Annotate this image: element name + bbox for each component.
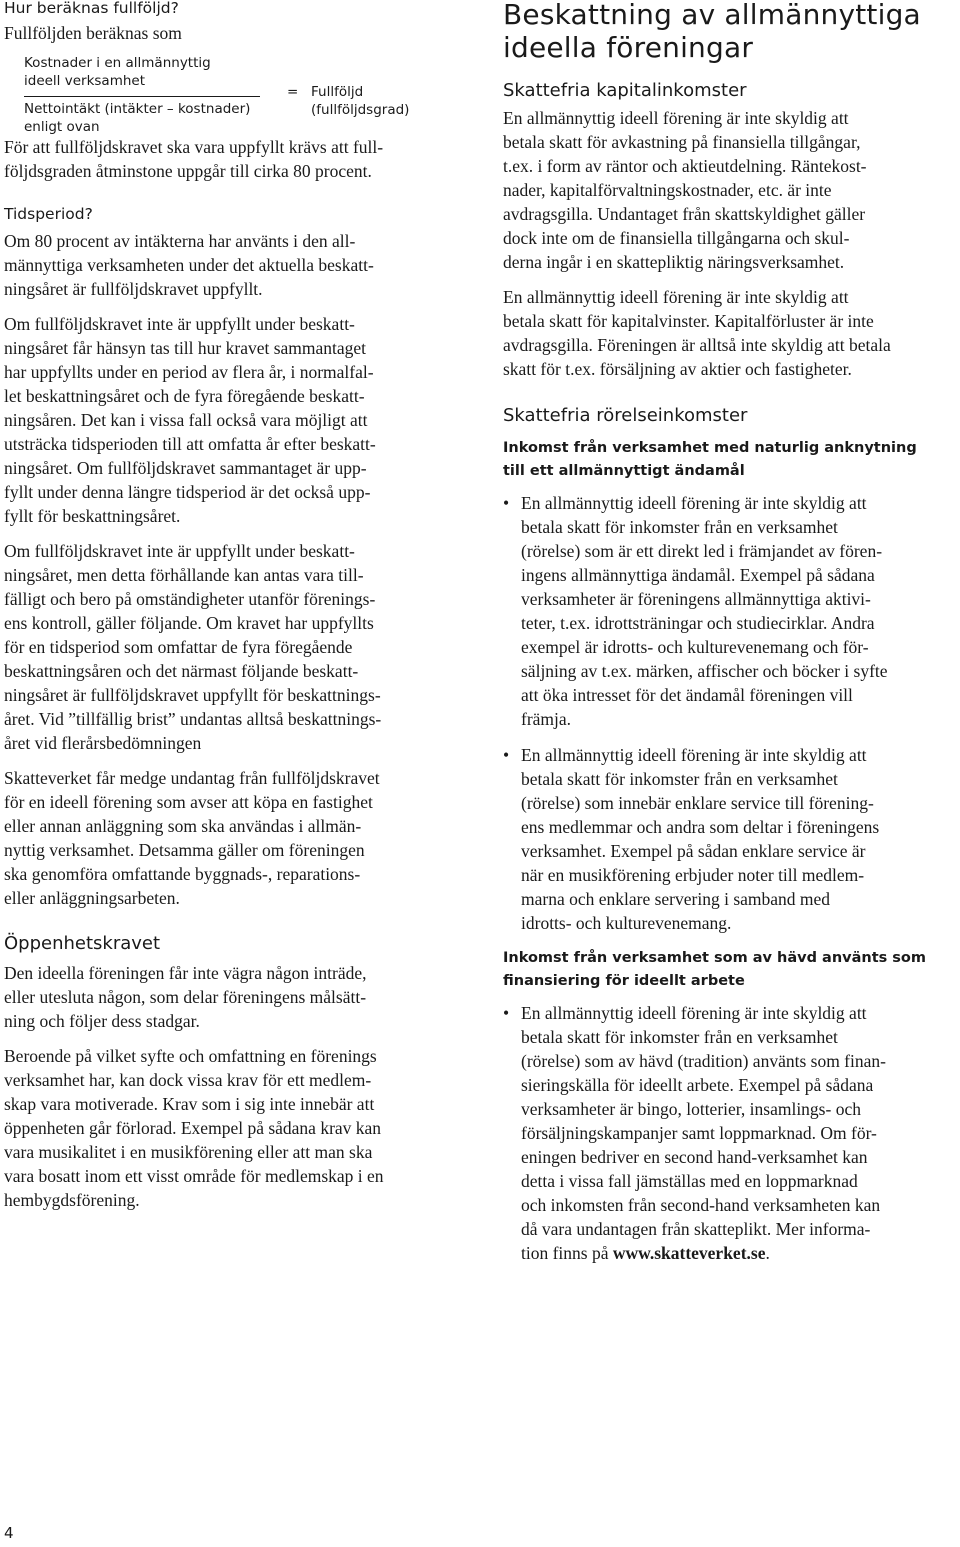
list-item-text-body: En allmännyttig ideell förening är inte skyldig att betala skatt för inkomster från en verksamhet (rörelse) som av hävd (tradition) använts som finan- sieringskälla för ideellt arbete. Exempel på sådana verksamheter är bingo, lotterier, insamlings- och försäljningskampanjer samt loppmarknad. Om för- eningen bedriver en second hand-verksamhet kan detta i vissa fall jämställas med en loppmarknad och inkomsten från second-hand verksamheten kan då vara undantagen från skatteplikt. Mer informa- tion finns på — [521, 1003, 886, 1263]
kapital-paragraph-2: En allmännyttig ideell förening är inte skyldig att betala skatt för kapitalvinster. Kapitalförluster är inte avdragsgilla. Föreningen är alltså inte skyldig att betala skatt för t.ex. försäljning av aktier och fastigheter. — [503, 287, 891, 379]
heading-fullfoljd: Hur beräknas fullföljd? — [4, 0, 179, 17]
formula-numerator: Kostnader i en allmännyttig ideell verksamhet — [24, 55, 211, 89]
left-column — [4, 0, 462, 1212]
heading-skattefria-rorelseinkomster: Skattefria rörelseinkomster — [503, 405, 748, 426]
tidsperiod-paragraph-3: Om fullföljdskravet inte är uppfyllt under beskatt- ningsåret, men detta förhållande kan antas vara till- fälligt och bero på omständigheter utanför förenings- ens kontroll, gäller följande. Om kravet har uppfyllts för en tidsperiod som omfattar de fyra föregående beskattningsåren och det närmast följande beskatt- ningsåret är fullföljdskravet uppfyllt för beskattnings- året. Vid ”tillfällig brist” undantas alltså beskattnings- året vid flerårsbedömningen — [4, 541, 382, 753]
skatteverket-link[interactable]: www.skatteverket.se — [612, 1243, 766, 1263]
list-item-text: En allmännyttig ideell förening är inte skyldig att betala skatt för inkomster från en verksamhet (rörelse) som innebär enklare service till förening- ens medlemmar och andra som deltar i föreningens verksamhet. Exempel på sådan enklare service är när en musikförening erbjuder noter till medlem- marna och enklare servering i samband med idrotts- och kulturevenemang. — [521, 745, 880, 933]
formula-denominator: Nettointäkt (intäkter – kostnader) enligt ovan — [24, 101, 251, 135]
list-item — [503, 1001, 958, 1265]
list-item-text-end: . — [765, 1243, 770, 1263]
tidsperiod-paragraph-2: Om fullföljdskravet inte är uppfyllt under beskatt- ningsåret får hänsyn tas till hur kravet sammantaget har uppfyllts under en period av flera år, i normalfal- let beskattningsåret och de fyra föregående beskatt- ningsåren. Det kan i vissa fall också vara möjligt att utsträcka tidsperioden till att omfatta år efter beskatt- ningsåret. Om fullföljdskravet sammantaget är upp- fyllt under denna längre tidsperiod är det också upp- fyllt för beskattningsåret. — [4, 314, 376, 526]
formula-result: Fullföljd (fullföljdsgrad) — [311, 84, 410, 118]
fullfoljd-krav-text: För att fullföljdskravet ska vara uppfyllt krävs att full- följdsgraden åtminstone uppgår till cirka 80 procent. — [4, 137, 384, 181]
bullet-icon: • — [503, 1003, 510, 1023]
tidsperiod-paragraph-1: Om 80 procent av intäkterna har använts i den all- männyttiga verksamheten under det aktuella beskatt- ningsåret är fullföljdskravet uppfyllt. — [4, 231, 374, 299]
list-item — [503, 491, 958, 731]
oppenhet-paragraph-2: Beroende på vilket syfte och omfattning en förenings verksamhet har, kan dock vissa krav för ett medlem- skap vara motiverade. Krav som i sig inte innebär att öppenheten går förlorad. Exempel på sådana krav kan vara musikalitet i en musikförening eller att man ska vara bosatt inom ett visst område för medlemskap i en hembygdsförening. — [4, 1046, 384, 1210]
subheading-havd: Inkomst från verksamhet som av hävd använts som finansiering för ideellt arbete — [503, 950, 927, 989]
oppenhet-paragraph-1: Den ideella föreningen får inte vägra någon inträde, eller utesluta någon, som delar föreningens målsätt- ning och följer dess stadgar. — [4, 963, 367, 1031]
bullet-icon: • — [503, 493, 510, 513]
bullet-list-naturlig-anknytning — [503, 491, 958, 935]
list-item-text — [521, 1001, 958, 1265]
bullet-icon: • — [503, 745, 510, 765]
heading-oppenhetskravet: Öppenhetskravet — [4, 933, 161, 954]
kapital-paragraph-1: En allmännyttig ideell förening är inte skyldig att betala skatt för avkastning på finansiella tillgångar, t.ex. i form av räntor och aktieutdelning. Räntekost- nader, kapitalförvaltningskostnader, etc. är inte avdragsgilla. Undantaget från skattskyldighet gäller dock inte om de finansiella tillgångarna och skul- derna ingår i en skattepliktig näringsverksamhet. — [503, 108, 867, 272]
tidsperiod-paragraph-4: Skatteverket får medge undantag från fullföljdskravet för en ideell förening som avser att köpa en fastighet eller annan anläggning som ska användas i allmän- nyttig verksamhet. Detsamma gäller om föreningen ska genomföra omfattande byggnads-, reparations- eller anläggningsarbeten. — [4, 768, 380, 908]
fullfoljd-intro: Fullföljden beräknas som — [4, 23, 182, 43]
right-column — [503, 0, 958, 1277]
list-item-text: En allmännyttig ideell förening är inte skyldig att betala skatt för inkomster från en verksamhet (rörelse) som är ett direkt led i främjandet av fören- ingens allmännyttiga ändamål. Exempel på sådana verksamheter är föreningens allmännyttiga aktivi- teter, t.ex. idrottsträningar och studiecirklar. Andra exempel är idrotts- och kulturevenemang och för- säljning av t.ex. märken, affischer och böcker i syfte att öka intresset för det ändamål föreningen vill främja. — [521, 493, 888, 729]
bullet-list-havd — [503, 1001, 958, 1265]
heading-tidsperiod: Tidsperiod? — [4, 205, 93, 223]
formula-equals: = — [287, 84, 299, 100]
heading-skattefria-kapitalinkomster: Skattefria kapitalinkomster — [503, 80, 747, 101]
subheading-naturlig-anknytning: Inkomst från verksamhet med naturlig anknytning till ett allmännyttigt ändamål — [503, 440, 917, 479]
list-item — [503, 743, 958, 935]
fullfoljd-formula — [4, 54, 462, 135]
main-heading: Beskattning av allmännyttiga ideella föreningar — [503, 0, 921, 64]
formula-fraction-line — [24, 96, 260, 97]
page-number: 4 — [4, 1524, 14, 1542]
